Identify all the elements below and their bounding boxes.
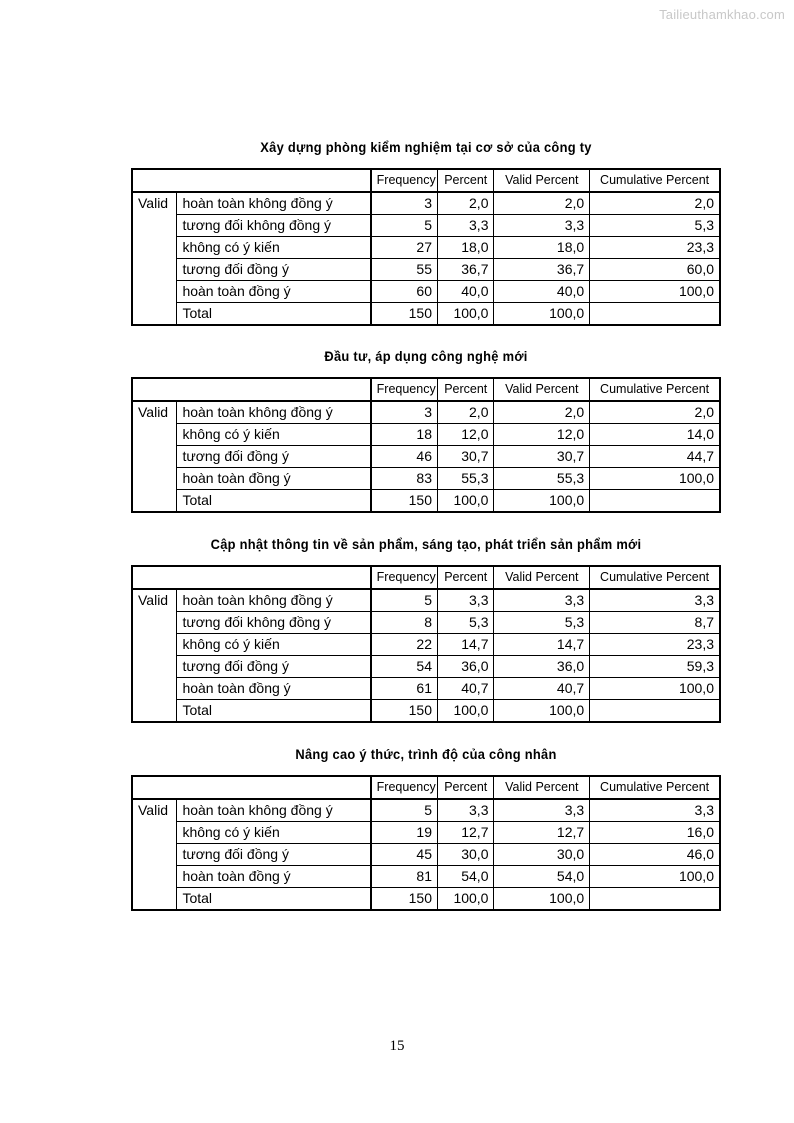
cumulative-percent-cell: 100,0 xyxy=(590,281,720,303)
valid-percent-cell: 100,0 xyxy=(494,490,590,513)
valid-percent-cell: 100,0 xyxy=(494,700,590,723)
percent-cell: 30,0 xyxy=(438,844,494,866)
frequency-cell: 5 xyxy=(371,799,438,822)
cumulative-percent-cell: 59,3 xyxy=(590,656,720,678)
valid-percent-cell: 2,0 xyxy=(494,401,590,424)
frequency-cell: 8 xyxy=(371,612,438,634)
cumulative-percent-cell xyxy=(590,490,720,513)
valid-percent-cell: 54,0 xyxy=(494,866,590,888)
cumulative-percent-cell: 46,0 xyxy=(590,844,720,866)
page-number: 15 xyxy=(389,1038,405,1054)
table-row xyxy=(132,799,720,822)
cumulative-percent-cell xyxy=(590,700,720,723)
cumulative-percent-cell: 2,0 xyxy=(590,401,720,424)
frequency-table xyxy=(131,168,721,326)
frequency-table-section xyxy=(131,535,721,723)
table-row xyxy=(132,303,720,326)
table-row xyxy=(132,844,720,866)
frequency-table-section xyxy=(131,138,721,326)
table-title: Đầu tư, áp dụng công nghệ mới xyxy=(324,348,528,364)
table-row xyxy=(132,446,720,468)
frequency-cell: 27 xyxy=(371,237,438,259)
frequency-cell: 81 xyxy=(371,866,438,888)
frequency-cell: 150 xyxy=(371,303,438,326)
row-label: không có ý kiến xyxy=(177,237,371,259)
frequency-cell: 54 xyxy=(371,656,438,678)
group-cell xyxy=(132,490,177,513)
frequency-cell: 61 xyxy=(371,678,438,700)
header-cumulative-percent: Cumulative Percent xyxy=(590,776,720,799)
table-header-row xyxy=(132,378,720,401)
header-frequency: Frequency xyxy=(371,566,438,589)
cumulative-percent-cell: 44,7 xyxy=(590,446,720,468)
cumulative-percent-cell: 100,0 xyxy=(590,866,720,888)
percent-cell: 100,0 xyxy=(438,490,494,513)
row-label: không có ý kiến xyxy=(177,424,371,446)
valid-group-label: Valid xyxy=(132,799,177,822)
header-blank-cell xyxy=(132,776,371,799)
table-row xyxy=(132,490,720,513)
row-label: không có ý kiến xyxy=(177,634,371,656)
table-row xyxy=(132,634,720,656)
frequency-cell: 18 xyxy=(371,424,438,446)
cumulative-percent-cell: 14,0 xyxy=(590,424,720,446)
valid-percent-cell: 3,3 xyxy=(494,215,590,237)
cumulative-percent-cell: 60,0 xyxy=(590,259,720,281)
frequency-cell: 150 xyxy=(371,888,438,911)
valid-percent-cell: 100,0 xyxy=(494,888,590,911)
header-valid-percent: Valid Percent xyxy=(494,566,590,589)
percent-cell: 3,3 xyxy=(438,215,494,237)
watermark-text: Tailieuthamkhao.com xyxy=(659,7,785,22)
valid-percent-cell: 30,7 xyxy=(494,446,590,468)
group-cell xyxy=(132,656,177,678)
percent-cell: 30,7 xyxy=(438,446,494,468)
row-label: tương đối đồng ý xyxy=(177,446,371,468)
header-frequency: Frequency xyxy=(371,378,438,401)
cumulative-percent-cell: 23,3 xyxy=(590,237,720,259)
valid-percent-cell: 55,3 xyxy=(494,468,590,490)
header-valid-percent: Valid Percent xyxy=(494,776,590,799)
frequency-cell: 19 xyxy=(371,822,438,844)
percent-cell: 55,3 xyxy=(438,468,494,490)
valid-percent-cell: 36,0 xyxy=(494,656,590,678)
group-cell xyxy=(132,468,177,490)
table-row xyxy=(132,259,720,281)
header-blank-cell xyxy=(132,566,371,589)
frequency-table xyxy=(131,775,721,911)
table-row xyxy=(132,468,720,490)
table-row xyxy=(132,888,720,911)
row-label: Total xyxy=(177,303,371,326)
header-percent: Percent xyxy=(438,378,494,401)
percent-cell: 54,0 xyxy=(438,866,494,888)
valid-percent-cell: 36,7 xyxy=(494,259,590,281)
group-cell xyxy=(132,866,177,888)
table-title: Nâng cao ý thức, trình độ của công nhân xyxy=(295,746,557,762)
cumulative-percent-cell xyxy=(590,888,720,911)
valid-percent-cell: 2,0 xyxy=(494,192,590,215)
percent-cell: 100,0 xyxy=(438,700,494,723)
group-cell xyxy=(132,634,177,656)
header-cumulative-percent: Cumulative Percent xyxy=(590,566,720,589)
percent-cell: 18,0 xyxy=(438,237,494,259)
table-title: Cập nhật thông tin về sản phẩm, sáng tạo, phát triển sản phẩm mới xyxy=(210,536,642,552)
percent-cell: 2,0 xyxy=(438,192,494,215)
group-cell xyxy=(132,446,177,468)
row-label: Total xyxy=(177,700,371,723)
frequency-cell: 3 xyxy=(371,401,438,424)
cumulative-percent-cell xyxy=(590,303,720,326)
row-label: không có ý kiến xyxy=(177,822,371,844)
frequency-table-section xyxy=(131,745,721,911)
frequency-cell: 3 xyxy=(371,192,438,215)
group-cell xyxy=(132,888,177,911)
valid-group-label: Valid xyxy=(132,401,177,424)
group-cell xyxy=(132,281,177,303)
table-row xyxy=(132,678,720,700)
row-label: tương đối đồng ý xyxy=(177,656,371,678)
frequency-table-section xyxy=(131,347,721,513)
percent-cell: 3,3 xyxy=(438,589,494,612)
row-label: hoàn toàn đồng ý xyxy=(177,468,371,490)
group-cell xyxy=(132,612,177,634)
table-row xyxy=(132,822,720,844)
header-valid-percent: Valid Percent xyxy=(494,169,590,192)
header-cumulative-percent: Cumulative Percent xyxy=(590,378,720,401)
table-row xyxy=(132,589,720,612)
row-label: hoàn toàn đồng ý xyxy=(177,866,371,888)
cumulative-percent-cell: 100,0 xyxy=(590,468,720,490)
valid-percent-cell: 3,3 xyxy=(494,589,590,612)
group-cell xyxy=(132,700,177,723)
frequency-cell: 60 xyxy=(371,281,438,303)
cumulative-percent-cell: 2,0 xyxy=(590,192,720,215)
valid-percent-cell: 14,7 xyxy=(494,634,590,656)
frequency-cell: 5 xyxy=(371,215,438,237)
valid-group-label: Valid xyxy=(132,589,177,612)
row-label: hoàn toàn không đồng ý xyxy=(177,589,371,612)
table-row xyxy=(132,237,720,259)
percent-cell: 36,7 xyxy=(438,259,494,281)
group-cell xyxy=(132,822,177,844)
frequency-cell: 150 xyxy=(371,700,438,723)
row-label: tương đối đồng ý xyxy=(177,844,371,866)
row-label: hoàn toàn không đồng ý xyxy=(177,192,371,215)
row-label: Total xyxy=(177,490,371,513)
percent-cell: 36,0 xyxy=(438,656,494,678)
percent-cell: 100,0 xyxy=(438,888,494,911)
cumulative-percent-cell: 3,3 xyxy=(590,589,720,612)
valid-percent-cell: 12,7 xyxy=(494,822,590,844)
percent-cell: 40,0 xyxy=(438,281,494,303)
frequency-cell: 150 xyxy=(371,490,438,513)
table-row xyxy=(132,192,720,215)
group-cell xyxy=(132,259,177,281)
header-blank-cell xyxy=(132,378,371,401)
group-cell xyxy=(132,215,177,237)
cumulative-percent-cell: 5,3 xyxy=(590,215,720,237)
table-row xyxy=(132,700,720,723)
table-row xyxy=(132,866,720,888)
header-percent: Percent xyxy=(438,169,494,192)
percent-cell: 12,7 xyxy=(438,822,494,844)
frequency-cell: 55 xyxy=(371,259,438,281)
valid-percent-cell: 40,0 xyxy=(494,281,590,303)
cumulative-percent-cell: 23,3 xyxy=(590,634,720,656)
group-cell xyxy=(132,424,177,446)
cumulative-percent-cell: 3,3 xyxy=(590,799,720,822)
row-label: hoàn toàn đồng ý xyxy=(177,281,371,303)
header-blank-cell xyxy=(132,169,371,192)
header-percent: Percent xyxy=(438,566,494,589)
valid-percent-cell: 30,0 xyxy=(494,844,590,866)
valid-percent-cell: 5,3 xyxy=(494,612,590,634)
percent-cell: 2,0 xyxy=(438,401,494,424)
table-row xyxy=(132,424,720,446)
frequency-cell: 22 xyxy=(371,634,438,656)
header-valid-percent: Valid Percent xyxy=(494,378,590,401)
header-frequency: Frequency xyxy=(371,169,438,192)
cumulative-percent-cell: 8,7 xyxy=(590,612,720,634)
group-cell xyxy=(132,303,177,326)
table-header-row xyxy=(132,566,720,589)
frequency-table xyxy=(131,377,721,513)
valid-percent-cell: 40,7 xyxy=(494,678,590,700)
cumulative-percent-cell: 100,0 xyxy=(590,678,720,700)
row-label: hoàn toàn không đồng ý xyxy=(177,401,371,424)
frequency-table xyxy=(131,565,721,723)
valid-group-label: Valid xyxy=(132,192,177,215)
table-row xyxy=(132,281,720,303)
row-label: tương đối không đồng ý xyxy=(177,215,371,237)
row-label: tương đối không đồng ý xyxy=(177,612,371,634)
table-row xyxy=(132,612,720,634)
percent-cell: 3,3 xyxy=(438,799,494,822)
row-label: hoàn toàn không đồng ý xyxy=(177,799,371,822)
valid-percent-cell: 100,0 xyxy=(494,303,590,326)
valid-percent-cell: 18,0 xyxy=(494,237,590,259)
header-frequency: Frequency xyxy=(371,776,438,799)
frequency-cell: 46 xyxy=(371,446,438,468)
frequency-cell: 83 xyxy=(371,468,438,490)
valid-percent-cell: 12,0 xyxy=(494,424,590,446)
valid-percent-cell: 3,3 xyxy=(494,799,590,822)
percent-cell: 100,0 xyxy=(438,303,494,326)
group-cell xyxy=(132,844,177,866)
percent-cell: 14,7 xyxy=(438,634,494,656)
frequency-cell: 45 xyxy=(371,844,438,866)
percent-cell: 40,7 xyxy=(438,678,494,700)
header-cumulative-percent: Cumulative Percent xyxy=(590,169,720,192)
header-percent: Percent xyxy=(438,776,494,799)
percent-cell: 12,0 xyxy=(438,424,494,446)
percent-cell: 5,3 xyxy=(438,612,494,634)
group-cell xyxy=(132,237,177,259)
group-cell xyxy=(132,678,177,700)
table-header-row xyxy=(132,776,720,799)
table-title: Xây dựng phòng kiểm nghiệm tại cơ sở của công ty xyxy=(260,139,592,155)
cumulative-percent-cell: 16,0 xyxy=(590,822,720,844)
frequency-cell: 5 xyxy=(371,589,438,612)
table-row xyxy=(132,656,720,678)
row-label: tương đối đồng ý xyxy=(177,259,371,281)
row-label: hoàn toàn đồng ý xyxy=(177,678,371,700)
table-header-row xyxy=(132,169,720,192)
table-row xyxy=(132,401,720,424)
table-row xyxy=(132,215,720,237)
row-label: Total xyxy=(177,888,371,911)
